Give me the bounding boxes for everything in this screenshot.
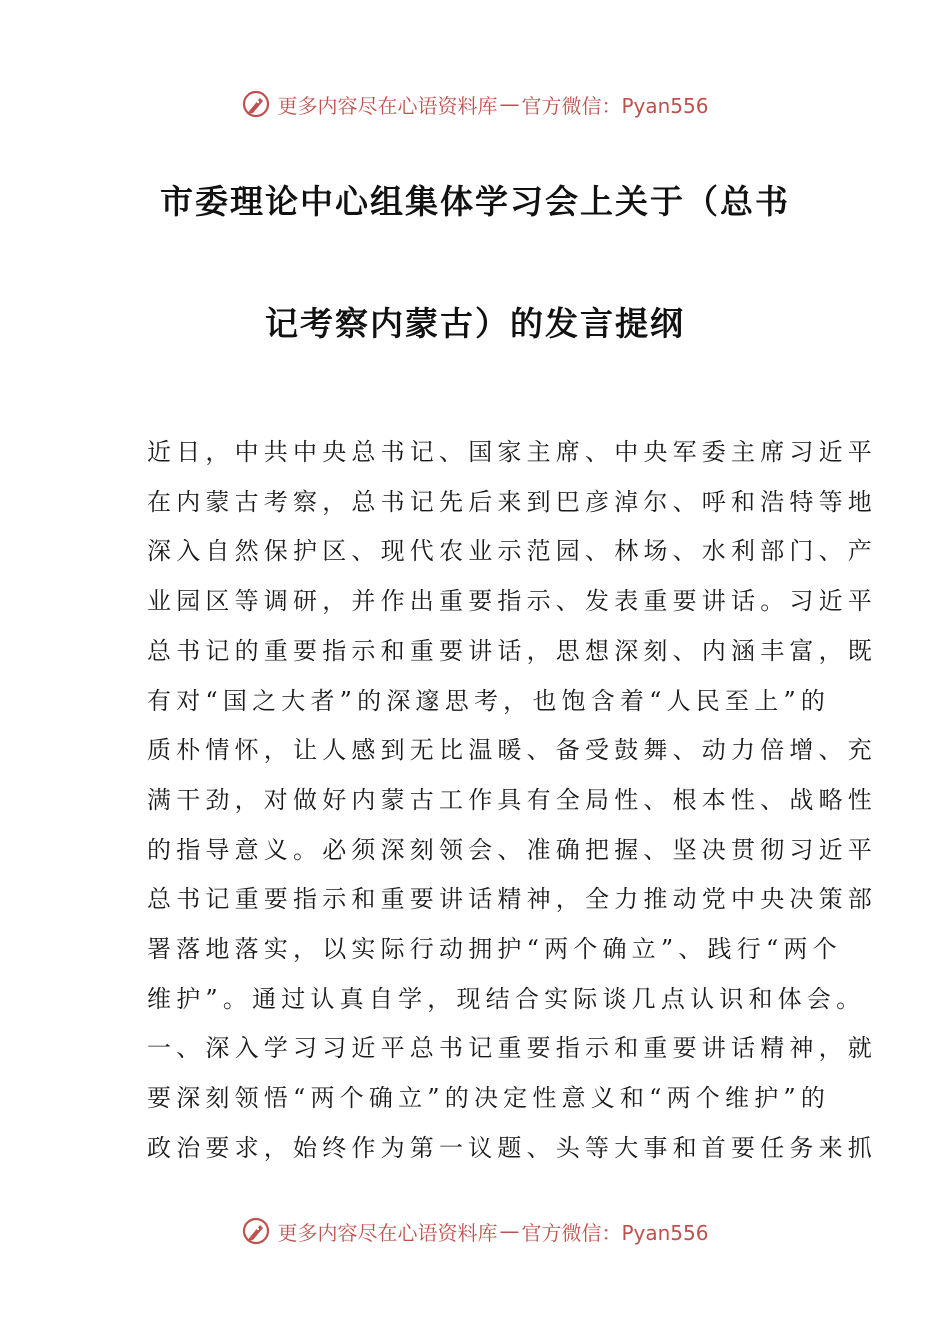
- body-line: 近日，中共中央总书记、国家主席、中央军委主席习近平: [147, 438, 877, 466]
- body-line: 维护”。通过认真自学，现结合实际谈几点认识和体会。: [147, 984, 866, 1013]
- pen-nib-logo-icon: [241, 89, 271, 119]
- watermark-separator: —: [499, 1219, 520, 1243]
- watermark-wechat: 官方微信：Pyan556: [521, 1220, 709, 1245]
- body-line: 质朴情怀，让人感到无比温暖、备受鼓舞、动力倍增、充: [147, 736, 877, 765]
- header-watermark: [0, 84, 950, 124]
- body-line: 有对“国之大者”的深邃思考，也饱含着“人民至上”的: [147, 686, 831, 715]
- body-line: 要深刻领悟“两个确立”的决定性意义和“两个维护”的: [147, 1084, 831, 1113]
- document-title-line-1: 市委理论中心组集体学习会上关于（总书: [160, 182, 790, 221]
- body-line: 深入自然保护区、现代农业示范园、林场、水利部门、产: [147, 537, 877, 566]
- body-line: 在内蒙古考察，总书记先后来到巴彦淖尔、呼和浩特等地: [147, 487, 877, 516]
- body-line: 业园区等调研，并作出重要指示、发表重要讲话。习近平: [147, 587, 877, 616]
- body-line: 署落地落实，以实际行动拥护“两个确立”、践行“两个: [147, 935, 842, 964]
- watermark-wechat: 官方微信：Pyan556: [521, 93, 709, 118]
- pen-nib-logo-icon: [241, 1216, 271, 1246]
- body-line: 满干劲，对做好内蒙古工作具有全局性、根本性、战略性: [147, 785, 877, 814]
- body-line: 的指导意义。必须深刻领会、准确把握、坚决贯彻习近平: [147, 835, 877, 864]
- body-line: 政治要求，始终作为第一议题、头等大事和首要任务来抓: [147, 1133, 877, 1162]
- footer-watermark: [0, 1211, 950, 1251]
- document-body: [147, 428, 877, 1174]
- body-line: 总书记重要指示和重要讲话精神，全力推动党中央决策部: [147, 885, 877, 914]
- body-line: 总书记的重要指示和重要讲话，思想深刻、内涵丰富，既: [147, 636, 877, 665]
- document-title-line-2: 记考察内蒙古）的发言提纲: [265, 304, 685, 343]
- watermark-text: 更多内容尽在心语资料库: [277, 93, 498, 118]
- watermark-text: 更多内容尽在心语资料库: [277, 1220, 498, 1245]
- body-line: 一、深入学习习近平总书记重要指示和重要讲话精神，就: [147, 1034, 877, 1063]
- watermark-separator: —: [499, 92, 520, 116]
